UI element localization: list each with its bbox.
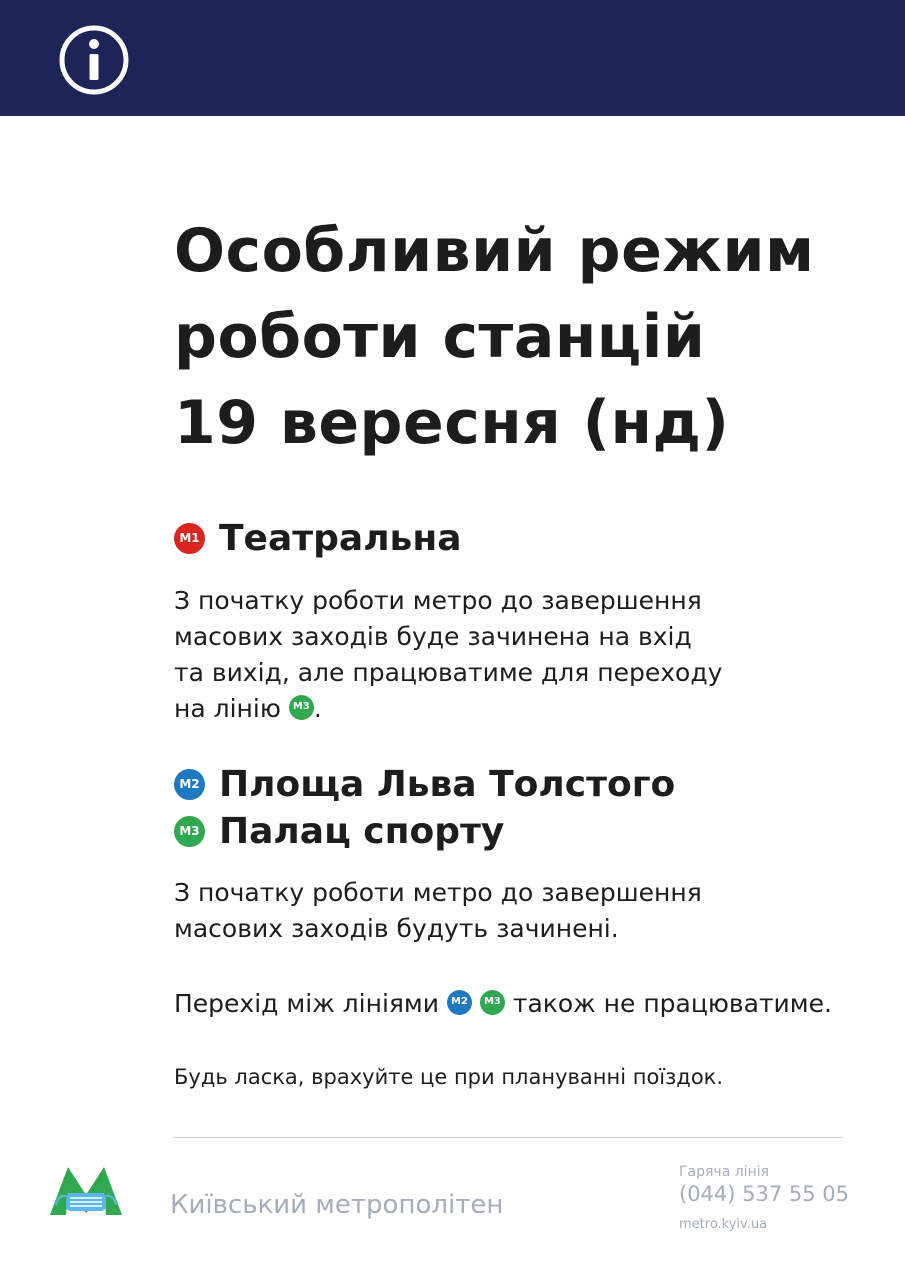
- line-badge-m2: M2: [174, 769, 205, 800]
- section1-text: [174, 583, 874, 727]
- line-badge-m3: M3: [289, 695, 314, 720]
- title-line: 19 вересня (нд): [174, 388, 730, 458]
- text-line: З початку роботи метро до завершення: [174, 586, 702, 615]
- info-icon: [58, 24, 130, 96]
- station-heading-palats-sportu: [174, 809, 504, 853]
- footer-divider: [174, 1137, 842, 1138]
- header-bar: [0, 0, 905, 116]
- line-badge-m3: M3: [174, 816, 205, 847]
- title-line: роботи станцій: [174, 302, 706, 372]
- line-badge-m2: M2: [447, 990, 472, 1015]
- station-heading-teatralna: [174, 516, 462, 560]
- text-line: та вихід, але працюватиме для переходу: [174, 658, 723, 687]
- text-line: масових заходів будуть зачинені.: [174, 914, 619, 943]
- line-badge-m3: M3: [480, 990, 505, 1015]
- station-name: Театральна: [219, 517, 462, 559]
- planning-note: Будь ласка, врахуйте це при плануванні поїздок.: [174, 1065, 724, 1089]
- line-badge-m1: M1: [174, 523, 205, 554]
- text-fragment: .: [313, 694, 322, 723]
- section2-text: [174, 875, 874, 947]
- station-name: Палац спорту: [219, 810, 505, 852]
- text-fragment: також не працюватиме.: [512, 989, 832, 1018]
- website-link[interactable]: metro.kyiv.ua: [679, 1217, 768, 1232]
- text-fragment: на лінію: [174, 694, 281, 723]
- kyiv-metro-logo: [48, 1165, 124, 1217]
- text-line: масових заходів буде зачинена на вхід: [174, 622, 692, 651]
- station-heading-ploshcha-lva-tolstoho: [174, 762, 675, 806]
- text-line: [174, 986, 874, 1022]
- transfer-text: [174, 986, 874, 1022]
- hotline-label: Гаряча лінія: [679, 1164, 770, 1180]
- text-line: [174, 691, 874, 727]
- organization-name: Київський метрополітен: [170, 1190, 504, 1220]
- text-line: З початку роботи метро до завершення: [174, 878, 702, 907]
- page-title: [174, 208, 874, 466]
- text-fragment: Перехід між лініями: [174, 989, 440, 1018]
- title-line: Особливий режим: [174, 216, 815, 286]
- hotline-phone: (044) 537 55 05: [679, 1182, 850, 1206]
- station-name: Площа Льва Толстого: [219, 763, 676, 805]
